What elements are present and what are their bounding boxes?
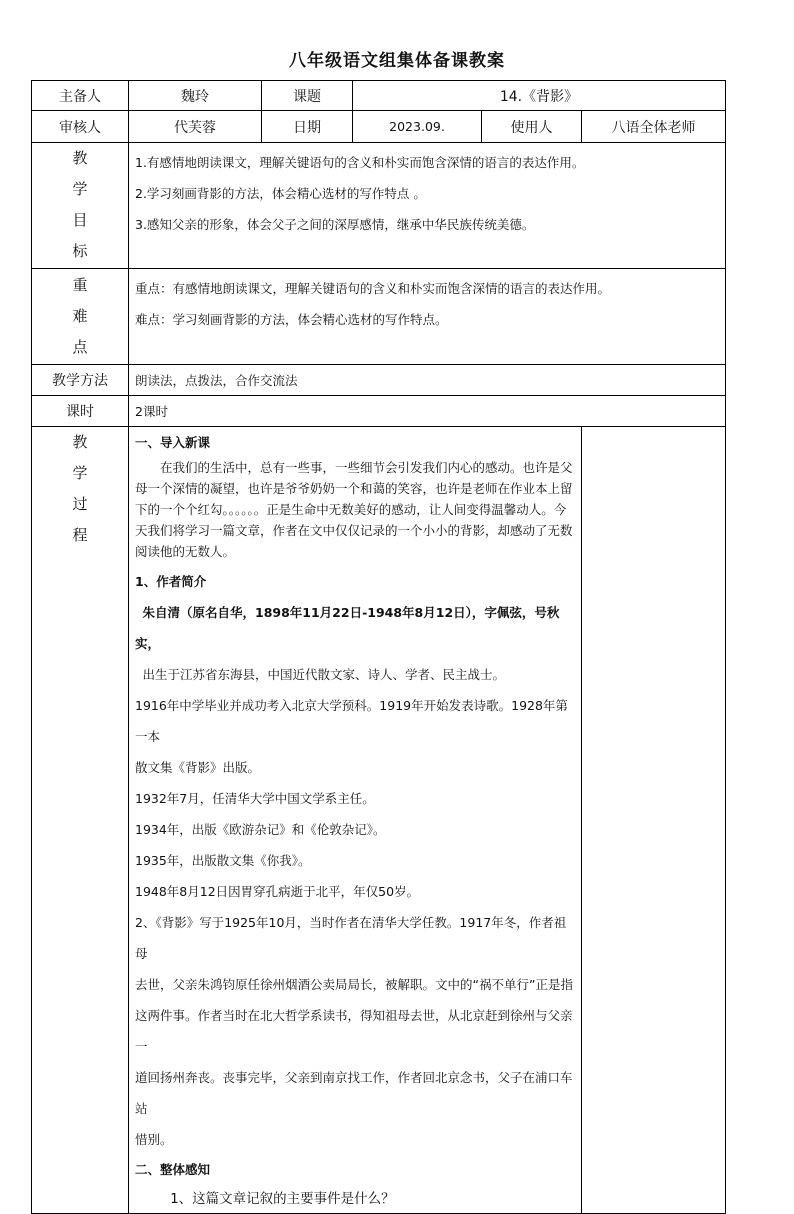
topic-value: 14.《背影》 — [353, 81, 726, 111]
author-line: 出生于江苏省东海县，中国近代散文家、诗人、学者、民主战士。 — [142, 667, 506, 682]
goal-item: 2.学习刻画背影的方法，体会精心选材的写作特点 。 — [135, 186, 426, 201]
author-line: 1934年，出版《欧游杂记》和《伦敦杂记》。 — [135, 822, 386, 837]
topic-label: 课题 — [262, 81, 353, 111]
intro-paragraph: 在我们的生活中，总有一些事，一些细节会引发我们内心的感动。也许是父母一个深情的凝望，也许是爷爷奶奶一个和蔼的笑容，也许是老师在作业本上留下的一个个红勾。。。。。。正是生命中无数美好的感动，让人间变得温馨动人。今天我们将学习一篇文章，作者在文中仅仅记录的一个小小的背影，却感动了无数阅读他的无数人。 — [135, 460, 573, 559]
lead-teacher-value: 魏玲 — [129, 81, 262, 111]
background-line: 去世，父亲朱鸿钧原任徐州烟酒公卖局局长，被解职。文中的“祸不单行”正是指 — [135, 977, 573, 992]
goal-item: 3.感知父亲的形象，体会父子之间的深厚感情，继承中华民族传统美德。 — [135, 217, 535, 232]
goals-row — [32, 143, 726, 269]
method-value: 朗读法，点拨法，合作交流法 — [129, 365, 726, 396]
method-row — [32, 365, 726, 396]
process-content — [129, 427, 582, 1214]
header-row-1 — [32, 81, 726, 111]
reviewer-label: 审核人 — [32, 111, 129, 143]
header-row-2 — [32, 111, 726, 143]
author-line: 散文集《背影》出版。 — [135, 760, 261, 775]
background-line: 2、《背影》写于1925年10月，当时作者在清华大学任教。1917年冬，作者祖母 — [135, 915, 567, 961]
process-row — [32, 427, 726, 1214]
keypoints-content — [129, 269, 726, 365]
user-label: 使用人 — [482, 111, 582, 143]
author-line: 朱自清（原名自华，1898年11月22日-1948年8月12日），字佩弦，号秋实， — [135, 605, 560, 651]
notes-column — [582, 427, 726, 1214]
date-value: 2023.09. — [353, 111, 482, 143]
document-title: 八年级语文组集体备课教案 — [289, 51, 505, 71]
hours-value: 2课时 — [129, 396, 726, 427]
keypoint-item: 难点：学习刻画背影的方法，体会精心选材的写作特点。 — [135, 312, 448, 327]
background-line: 道回扬州奔丧。丧事完毕，父亲到南京找工作，作者回北京念书，父子在浦口车站 — [135, 1070, 573, 1116]
goals-content — [129, 143, 726, 269]
author-title: 1、作者简介 — [135, 574, 207, 589]
user-value: 八语全体老师 — [582, 111, 726, 143]
background-line: 这两件事。作者当时在北大哲学系读书，得知祖母去世，从北京赶到徐州与父亲一 — [135, 1008, 573, 1054]
section-title: 二、整体感知 — [135, 1162, 211, 1177]
goals-label: 教 学 目 标 — [32, 143, 129, 269]
section-title: 一、导入新课 — [135, 435, 211, 450]
reviewer-value: 代芙蓉 — [129, 111, 262, 143]
background-line: 惜别。 — [135, 1132, 173, 1147]
keypoints-label: 重 难 点 — [32, 269, 129, 365]
process-label: 教 学 过 程 — [32, 427, 129, 1214]
author-line: 1916年中学毕业并成功考入北京大学预科。1919年开始发表诗歌。1928年第一本 — [135, 698, 568, 744]
method-label: 教学方法 — [32, 365, 129, 396]
author-line: 1948年8月12日因胃穿孔病逝于北平，年仅50岁。 — [135, 884, 420, 899]
question-item: 1、这篇文章记叙的主要事件是什么？ — [170, 1191, 395, 1207]
goal-item: 1.有感情地朗读课文，理解关键语句的含义和朴实而饱含深情的语言的表达作用。 — [135, 155, 585, 170]
author-line: 1935年，出版散文集《你我》。 — [135, 853, 311, 868]
keypoints-row — [32, 269, 726, 365]
keypoint-item: 重点：有感情地朗读课文，理解关键语句的含义和朴实而饱含深情的语言的表达作用。 — [135, 281, 611, 296]
hours-row — [32, 396, 726, 427]
lesson-plan-table — [31, 80, 726, 1214]
lead-teacher-label: 主备人 — [32, 81, 129, 111]
hours-label: 课时 — [32, 396, 129, 427]
author-line: 1932年7月，任清华大学中国文学系主任。 — [135, 791, 375, 806]
date-label: 日期 — [262, 111, 353, 143]
